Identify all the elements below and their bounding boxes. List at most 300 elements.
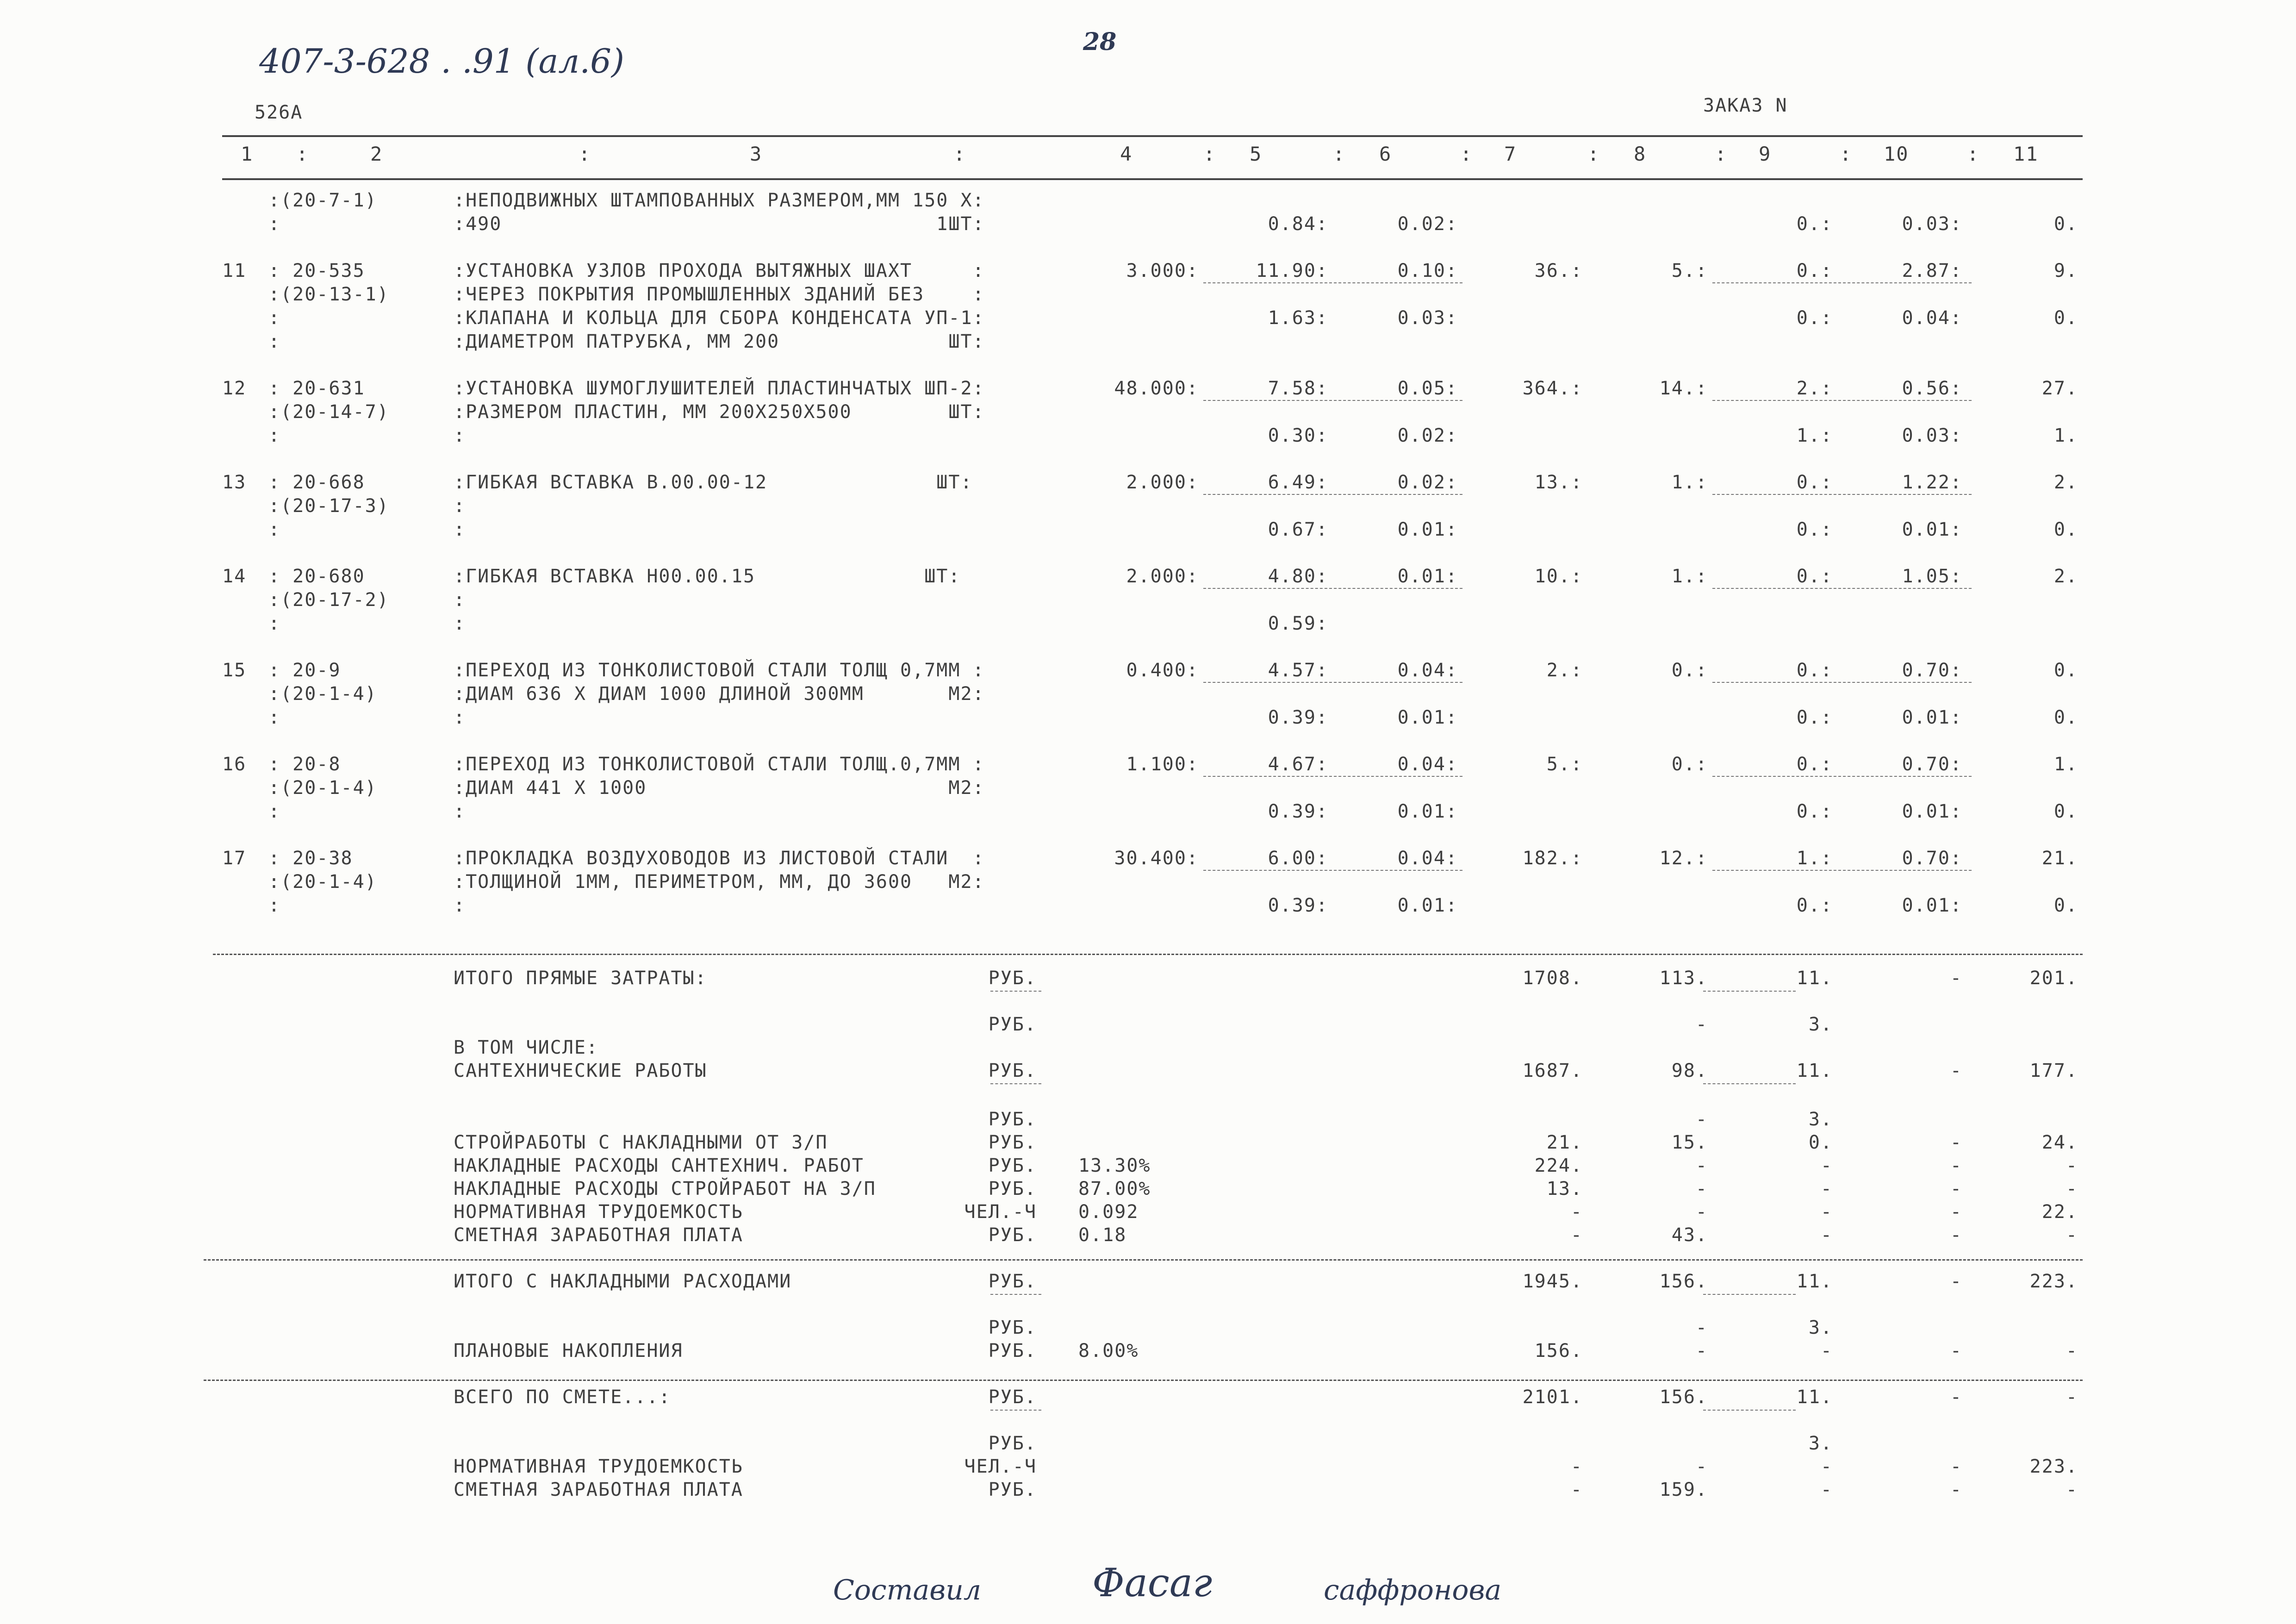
summary-unit: РУБ. xyxy=(988,1109,1037,1130)
summary-value: - xyxy=(1695,1201,1708,1223)
summary-value: 11. xyxy=(1796,1060,1833,1081)
table-cell: :РАЗМЕРОМ ПЛАСТИН, ММ 200Х250Х500 ШТ: xyxy=(454,401,985,423)
table-cell: 0. xyxy=(2053,707,2078,728)
summary-value: 159. xyxy=(1659,1479,1708,1500)
table-cell: 6.00: xyxy=(1268,848,1328,869)
column-number: 8 xyxy=(1634,143,1647,165)
cell-subrule xyxy=(1712,682,1972,683)
value-subrule xyxy=(1703,1294,1796,1295)
summary-value: 201. xyxy=(2029,968,2078,989)
table-cell: 5.: xyxy=(1671,260,1708,281)
table-cell: 0.02: xyxy=(1397,472,1458,493)
summary-value: - xyxy=(1950,1155,1962,1176)
summary-unit: РУБ. xyxy=(988,1340,1037,1362)
table-cell: :ДИАМ 636 Х ДИАМ 1000 ДЛИНОЙ 300ММ М2: xyxy=(454,683,985,705)
cell-subrule xyxy=(1203,870,1462,871)
table-cell: 0.01: xyxy=(1902,707,1962,728)
summary-value: 24. xyxy=(2041,1132,2078,1153)
column-number: 9 xyxy=(1759,143,1772,165)
table-cell: 0.01: xyxy=(1902,519,1962,540)
table-cell: 0.: xyxy=(1796,213,1833,235)
summary-value: 21. xyxy=(1546,1132,1583,1153)
summary-percent: 0.092 xyxy=(1078,1201,1139,1223)
column-number: 1 xyxy=(241,143,254,165)
table-cell: 1.: xyxy=(1671,472,1708,493)
summary-value: - xyxy=(1820,1178,1833,1199)
summary-unit: РУБ. xyxy=(988,1479,1037,1500)
summary-label: ИТОГО ПРЯМЫЕ ЗАТРАТЫ: xyxy=(454,968,707,989)
summary-unit: ЧЕЛ.-Ч xyxy=(964,1456,1037,1477)
summary-label: СТРОЙРАБОТЫ С НАКЛАДНЫМИ ОТ З/П xyxy=(454,1132,828,1153)
table-cell: 0.03: xyxy=(1902,425,1962,446)
summary-unit: ЧЕЛ.-Ч xyxy=(964,1201,1037,1223)
table-cell: 30.400: xyxy=(1114,848,1199,869)
summary-unit: РУБ. xyxy=(988,968,1037,989)
table-cell: : xyxy=(268,613,281,634)
table-cell: : xyxy=(454,707,466,728)
column-separator: : xyxy=(1460,143,1473,165)
column-separator: : xyxy=(579,143,591,165)
summary-percent: 0.18 xyxy=(1078,1224,1127,1246)
summary-value: - xyxy=(1950,1060,1962,1081)
table-cell: 0.01: xyxy=(1397,519,1458,540)
summary-value: - xyxy=(1820,1155,1833,1176)
summary-label: НАКЛАДНЫЕ РАСХОДЫ САНТЕХНИЧ. РАБОТ xyxy=(454,1155,864,1176)
table-cell: 0.01: xyxy=(1902,801,1962,822)
summary-value: - xyxy=(1950,1201,1962,1223)
table-cell: 1.22: xyxy=(1902,472,1962,493)
header-bottom-rule xyxy=(222,178,2083,180)
table-cell: 1.100: xyxy=(1126,754,1199,775)
summary-label: НОРМАТИВНАЯ ТРУДОЕМКОСТЬ xyxy=(454,1456,743,1477)
cell-subrule xyxy=(1712,776,1972,777)
summary-value: - xyxy=(2066,1178,2078,1199)
table-cell: : xyxy=(268,331,281,352)
summary-value: 3. xyxy=(1808,1109,1833,1130)
summary-value: - xyxy=(1820,1201,1833,1223)
unit-subrule xyxy=(990,1083,1041,1084)
cell-subrule xyxy=(1712,588,1972,589)
summary-value: 1945. xyxy=(1522,1271,1583,1292)
table-cell: : xyxy=(268,519,281,540)
table-cell: 15 xyxy=(222,660,247,681)
summary-value: - xyxy=(2066,1479,2078,1500)
table-cell: :490 1ШТ: xyxy=(454,213,985,235)
table-cell: :КЛАПАНА И КОЛЬЦА ДЛЯ СБОРА КОНДЕНСАТА УП-1: xyxy=(454,307,985,329)
column-separator: : xyxy=(1333,143,1346,165)
summary-label: НАКЛАДНЫЕ РАСХОДЫ СТРОЙРАБОТ НА З/П xyxy=(454,1178,876,1199)
sheet-code: 526А xyxy=(255,102,303,123)
table-cell: 14.: xyxy=(1659,378,1708,399)
table-cell: 0.: xyxy=(1796,754,1833,775)
summary-value: - xyxy=(1950,1132,1962,1153)
table-cell: : xyxy=(454,801,466,822)
summary-unit: РУБ. xyxy=(988,1060,1037,1081)
table-cell: 364.: xyxy=(1522,378,1583,399)
summary-value: - xyxy=(1950,1479,1962,1500)
summary-value: 15. xyxy=(1671,1132,1708,1153)
table-cell: :(20-17-2) xyxy=(268,589,389,611)
table-cell: :(20-1-4) xyxy=(268,683,377,705)
table-cell: :ЧЕРЕЗ ПОКРЫТИЯ ПРОМЫШЛЕННЫХ ЗДАНИЙ БЕЗ : xyxy=(454,284,985,305)
table-cell: : xyxy=(268,707,281,728)
column-separator: : xyxy=(1587,143,1600,165)
table-cell: 16 xyxy=(222,754,247,775)
summary-value: - xyxy=(1820,1456,1833,1477)
table-cell: 7.58: xyxy=(1268,378,1328,399)
table-cell: :ДИАМЕТРОМ ПАТРУБКА, ММ 200 ШТ: xyxy=(454,331,985,352)
table-cell: 3.000: xyxy=(1126,260,1199,281)
table-cell: 0.04: xyxy=(1397,754,1458,775)
summary-value: 11. xyxy=(1796,1271,1833,1292)
table-cell: :(20-13-1) xyxy=(268,284,389,305)
table-cell: : 20-680 xyxy=(268,566,365,587)
table-cell: 0.: xyxy=(1796,707,1833,728)
summary-value: - xyxy=(1950,1340,1962,1362)
summary-value: 3. xyxy=(1808,1014,1833,1035)
cell-subrule xyxy=(1203,400,1462,401)
table-cell: 2.: xyxy=(1546,660,1583,681)
table-cell: 13 xyxy=(222,472,247,493)
summary-rule-2 xyxy=(204,1380,2083,1381)
table-cell: 1.: xyxy=(1671,566,1708,587)
table-cell: 0.02: xyxy=(1397,213,1458,235)
table-cell: 0.56: xyxy=(1902,378,1962,399)
table-cell: 0.: xyxy=(1796,801,1833,822)
summary-value: - xyxy=(1695,1178,1708,1199)
unit-subrule xyxy=(990,991,1041,992)
summary-label: ВСЕГО ПО СМЕТЕ...: xyxy=(454,1387,671,1408)
table-cell: 2. xyxy=(2053,566,2078,587)
table-cell: 1. xyxy=(2053,425,2078,446)
signature: Фасаг xyxy=(1092,1560,1213,1605)
table-cell: 0.: xyxy=(1796,472,1833,493)
summary-value: 156. xyxy=(1534,1340,1583,1362)
table-cell: : xyxy=(268,895,281,916)
table-cell: 1.63: xyxy=(1268,307,1328,329)
table-cell: 0.84: xyxy=(1268,213,1328,235)
summary-unit: РУБ. xyxy=(988,1387,1037,1408)
table-cell: 0.10: xyxy=(1397,260,1458,281)
table-cell: 0.01: xyxy=(1397,566,1458,587)
table-cell: 0.04: xyxy=(1397,848,1458,869)
column-number: 3 xyxy=(750,143,763,165)
table-cell: 0.: xyxy=(1796,260,1833,281)
table-cell: 0. xyxy=(2053,895,2078,916)
value-subrule xyxy=(1703,1410,1796,1411)
table-cell: : xyxy=(454,895,466,916)
table-cell: : 20-668 xyxy=(268,472,365,493)
table-cell: 0.39: xyxy=(1268,895,1328,916)
cell-subrule xyxy=(1712,400,1972,401)
table-cell: 4.57: xyxy=(1268,660,1328,681)
summary-value: - xyxy=(1695,1317,1708,1338)
summary-value: 22. xyxy=(2041,1201,2078,1223)
summary-value: 177. xyxy=(2029,1060,2078,1081)
table-cell: :ГИБКАЯ ВСТАВКА Н00.00.15 ШТ: xyxy=(454,566,961,587)
table-cell: 10.: xyxy=(1534,566,1583,587)
summary-value: 1687. xyxy=(1522,1060,1583,1081)
summary-value: 13. xyxy=(1546,1178,1583,1199)
table-cell: :ТОЛЩИНОЙ 1ММ, ПЕРИМЕТРОМ, ММ, ДО 3600 М2: xyxy=(454,871,985,893)
summary-label: НОРМАТИВНАЯ ТРУДОЕМКОСТЬ xyxy=(454,1201,743,1223)
summary-unit: РУБ. xyxy=(988,1014,1037,1035)
summary-percent: 87.00% xyxy=(1078,1178,1151,1199)
table-cell: 1.05: xyxy=(1902,566,1962,587)
table-cell: 182.: xyxy=(1522,848,1583,869)
column-separator: : xyxy=(1967,143,1980,165)
table-cell: : xyxy=(454,519,466,540)
table-cell: : 20-631 xyxy=(268,378,365,399)
table-cell: :ГИБКАЯ ВСТАВКА В.00.00-12 ШТ: xyxy=(454,472,973,493)
summary-value: 156. xyxy=(1659,1387,1708,1408)
table-cell: :(20-1-4) xyxy=(268,871,377,893)
table-cell: : xyxy=(268,213,281,235)
table-cell: :(20-7-1) xyxy=(268,190,377,211)
table-cell: 2.000: xyxy=(1126,566,1199,587)
summary-value: - xyxy=(1570,1201,1583,1223)
summary-unit: РУБ. xyxy=(988,1433,1037,1454)
summary-value: 11. xyxy=(1796,968,1833,989)
table-cell: :УСТАНОВКА ШУМОГЛУШИТЕЛЕЙ ПЛАСТИНЧАТЫХ ШП-2: xyxy=(454,378,985,399)
summary-value: 2101. xyxy=(1522,1387,1583,1408)
table-cell: 21. xyxy=(2041,848,2078,869)
table-cell: 0.03: xyxy=(1397,307,1458,329)
summary-value: 224. xyxy=(1534,1155,1583,1176)
summary-value: - xyxy=(1570,1456,1583,1477)
table-cell: :ПЕРЕХОД ИЗ ТОНКОЛИСТОВОЙ СТАЛИ ТОЛЩ 0,7ММ : xyxy=(454,660,985,681)
summary-unit: РУБ. xyxy=(988,1317,1037,1338)
summary-value: - xyxy=(2066,1224,2078,1246)
table-cell: 0.02: xyxy=(1397,425,1458,446)
value-subrule xyxy=(1703,991,1796,992)
summary-value: - xyxy=(1695,1456,1708,1477)
summary-value: 223. xyxy=(2029,1271,2078,1292)
composed-label: Составил xyxy=(833,1574,982,1606)
table-end-rule xyxy=(213,954,2083,955)
table-cell: 11.90: xyxy=(1256,260,1328,281)
table-cell: : xyxy=(454,613,466,634)
summary-value: - xyxy=(1570,1479,1583,1500)
column-separator: : xyxy=(1715,143,1728,165)
table-cell: 48.000: xyxy=(1114,378,1199,399)
table-cell: 0. xyxy=(2053,307,2078,329)
table-cell: : xyxy=(268,307,281,329)
table-cell: 0.05: xyxy=(1397,378,1458,399)
summary-value: - xyxy=(1950,968,1962,989)
column-separator: : xyxy=(953,143,966,165)
column-number: 6 xyxy=(1379,143,1392,165)
summary-label: ПЛАНОВЫЕ НАКОПЛЕНИЯ xyxy=(454,1340,683,1362)
table-cell: 0.39: xyxy=(1268,707,1328,728)
summary-value: - xyxy=(1570,1224,1583,1246)
summary-unit: РУБ. xyxy=(988,1178,1037,1199)
table-cell: 0.04: xyxy=(1902,307,1962,329)
table-cell: : xyxy=(454,589,466,611)
summary-value: - xyxy=(1820,1479,1833,1500)
summary-percent: 8.00% xyxy=(1078,1340,1139,1362)
column-number: 11 xyxy=(2013,143,2039,165)
summary-label: В ТОМ ЧИСЛЕ: xyxy=(454,1037,598,1058)
table-cell: 0.70: xyxy=(1902,848,1962,869)
summary-value: - xyxy=(2066,1387,2078,1408)
summary-value: 98. xyxy=(1671,1060,1708,1081)
table-cell: 0.: xyxy=(1671,660,1708,681)
table-cell: :УСТАНОВКА УЗЛОВ ПРОХОДА ВЫТЯЖНЫХ ШАХТ : xyxy=(454,260,985,281)
summary-value: - xyxy=(2066,1155,2078,1176)
table-cell: 1. xyxy=(2053,754,2078,775)
table-cell: :ПРОКЛАДКА ВОЗДУХОВОДОВ ИЗ ЛИСТОВОЙ СТАЛИ : xyxy=(454,848,985,869)
table-cell: 27. xyxy=(2041,378,2078,399)
table-cell: :НЕПОДВИЖНЫХ ШТАМПОВАННЫХ РАЗМЕРОМ,ММ 150 Х: xyxy=(454,190,985,211)
summary-label: ИТОГО С НАКЛАДНЫМИ РАСХОДАМИ xyxy=(454,1271,792,1292)
table-cell: 36.: xyxy=(1534,260,1583,281)
table-cell: 0.39: xyxy=(1268,801,1328,822)
table-cell: 0. xyxy=(2053,660,2078,681)
summary-value: - xyxy=(1695,1340,1708,1362)
table-cell: 11 xyxy=(222,260,247,281)
summary-rule-1 xyxy=(204,1259,2083,1261)
table-cell: 12.: xyxy=(1659,848,1708,869)
summary-value: 113. xyxy=(1659,968,1708,989)
column-number: 2 xyxy=(370,143,383,165)
summary-label: САНТЕХНИЧЕСКИЕ РАБОТЫ xyxy=(454,1060,707,1081)
column-number: 7 xyxy=(1504,143,1517,165)
summary-unit: РУБ. xyxy=(988,1271,1037,1292)
column-separator: : xyxy=(296,143,309,165)
table-cell: 0.03: xyxy=(1902,213,1962,235)
cell-subrule xyxy=(1712,870,1972,871)
table-cell: 0.: xyxy=(1796,895,1833,916)
table-cell: 12 xyxy=(222,378,247,399)
table-cell: : 20-535 xyxy=(268,260,365,281)
unit-subrule xyxy=(990,1294,1041,1295)
column-number: 10 xyxy=(1884,143,1909,165)
summary-value: - xyxy=(1950,1224,1962,1246)
summary-value: 43. xyxy=(1671,1224,1708,1246)
table-cell: : xyxy=(268,425,281,446)
table-cell: 1.: xyxy=(1796,425,1833,446)
table-cell: :ДИАМ 441 Х 1000 М2: xyxy=(454,777,985,799)
table-cell: 0.: xyxy=(1796,307,1833,329)
page-number: 28 xyxy=(1083,28,1117,56)
table-cell: 0.: xyxy=(1796,660,1833,681)
summary-value: 3. xyxy=(1808,1317,1833,1338)
table-cell: :(20-17-3) xyxy=(268,495,389,517)
summary-value: 3. xyxy=(1808,1433,1833,1454)
column-number: 4 xyxy=(1120,143,1133,165)
table-cell: : xyxy=(454,495,466,517)
table-cell: 0.01: xyxy=(1397,707,1458,728)
table-cell: 2. xyxy=(2053,472,2078,493)
cell-subrule xyxy=(1203,282,1462,283)
table-cell: 0.: xyxy=(1796,566,1833,587)
summary-unit: РУБ. xyxy=(988,1132,1037,1153)
cell-subrule xyxy=(1203,588,1462,589)
table-cell: : 20-38 xyxy=(268,848,353,869)
cell-subrule xyxy=(1712,282,1972,283)
cell-subrule xyxy=(1203,494,1462,495)
table-cell: 4.80: xyxy=(1268,566,1328,587)
cell-subrule xyxy=(1203,776,1462,777)
table-cell: 0.01: xyxy=(1397,801,1458,822)
table-cell: 2.: xyxy=(1796,378,1833,399)
table-cell: 0.67: xyxy=(1268,519,1328,540)
summary-label: СМЕТНАЯ ЗАРАБОТНАЯ ПЛАТА xyxy=(454,1224,743,1246)
summary-unit: РУБ. xyxy=(988,1224,1037,1246)
table-cell: : 20-9 xyxy=(268,660,341,681)
summary-value: - xyxy=(1695,1109,1708,1130)
table-cell: :ПЕРЕХОД ИЗ ТОНКОЛИСТОВОЙ СТАЛИ ТОЛЩ.0,7ММ : xyxy=(454,754,985,775)
handwritten-code: 407-3-628 . .91 (ал.6) xyxy=(259,42,625,81)
table-cell: 0.: xyxy=(1796,519,1833,540)
table-cell: 1.: xyxy=(1796,848,1833,869)
table-cell: 0. xyxy=(2053,213,2078,235)
table-cell: 6.49: xyxy=(1268,472,1328,493)
summary-unit: РУБ. xyxy=(988,1155,1037,1176)
table-cell: : xyxy=(454,425,466,446)
table-cell: 2.87: xyxy=(1902,260,1962,281)
table-cell: :(20-14-7) xyxy=(268,401,389,423)
summary-value: - xyxy=(1950,1271,1962,1292)
summary-value: 0. xyxy=(1808,1132,1833,1153)
header-top-rule xyxy=(222,135,2083,137)
table-cell: 0.70: xyxy=(1902,754,1962,775)
summary-value: - xyxy=(1695,1014,1708,1035)
summary-value: - xyxy=(1820,1340,1833,1362)
summary-value: - xyxy=(1950,1387,1962,1408)
summary-value: - xyxy=(1695,1155,1708,1176)
summary-value: - xyxy=(1820,1224,1833,1246)
table-cell: 5.: xyxy=(1546,754,1583,775)
summary-percent: 13.30% xyxy=(1078,1155,1151,1176)
table-cell: 2.000: xyxy=(1126,472,1199,493)
table-cell: 0. xyxy=(2053,519,2078,540)
summary-value: - xyxy=(2066,1340,2078,1362)
table-cell: : 20-8 xyxy=(268,754,341,775)
column-separator: : xyxy=(1840,143,1853,165)
table-cell: 0.70: xyxy=(1902,660,1962,681)
table-cell: 0.400: xyxy=(1126,660,1199,681)
table-cell: :(20-1-4) xyxy=(268,777,377,799)
value-subrule xyxy=(1703,1083,1796,1084)
table-cell: : xyxy=(268,801,281,822)
table-cell: 0. xyxy=(2053,801,2078,822)
table-cell: 4.67: xyxy=(1268,754,1328,775)
summary-value: 223. xyxy=(2029,1456,2078,1477)
table-cell: 0.01: xyxy=(1397,895,1458,916)
table-cell: 0.59: xyxy=(1268,613,1328,634)
table-cell: 0.30: xyxy=(1268,425,1328,446)
table-cell: 17 xyxy=(222,848,247,869)
table-cell: 0.04: xyxy=(1397,660,1458,681)
table-cell: 13.: xyxy=(1534,472,1583,493)
unit-subrule xyxy=(990,1410,1041,1411)
summary-value: 11. xyxy=(1796,1387,1833,1408)
composer-name: саффронова xyxy=(1324,1574,1502,1606)
table-cell: 0.01: xyxy=(1902,895,1962,916)
summary-value: - xyxy=(1950,1178,1962,1199)
order-label: ЗАКАЗ N xyxy=(1703,95,1788,116)
table-cell: 0.: xyxy=(1671,754,1708,775)
column-number: 5 xyxy=(1250,143,1263,165)
summary-value: - xyxy=(1950,1456,1962,1477)
column-separator: : xyxy=(1203,143,1216,165)
table-cell: 9. xyxy=(2053,260,2078,281)
table-cell: 14 xyxy=(222,566,247,587)
summary-label: СМЕТНАЯ ЗАРАБОТНАЯ ПЛАТА xyxy=(454,1479,743,1500)
summary-value: 156. xyxy=(1659,1271,1708,1292)
